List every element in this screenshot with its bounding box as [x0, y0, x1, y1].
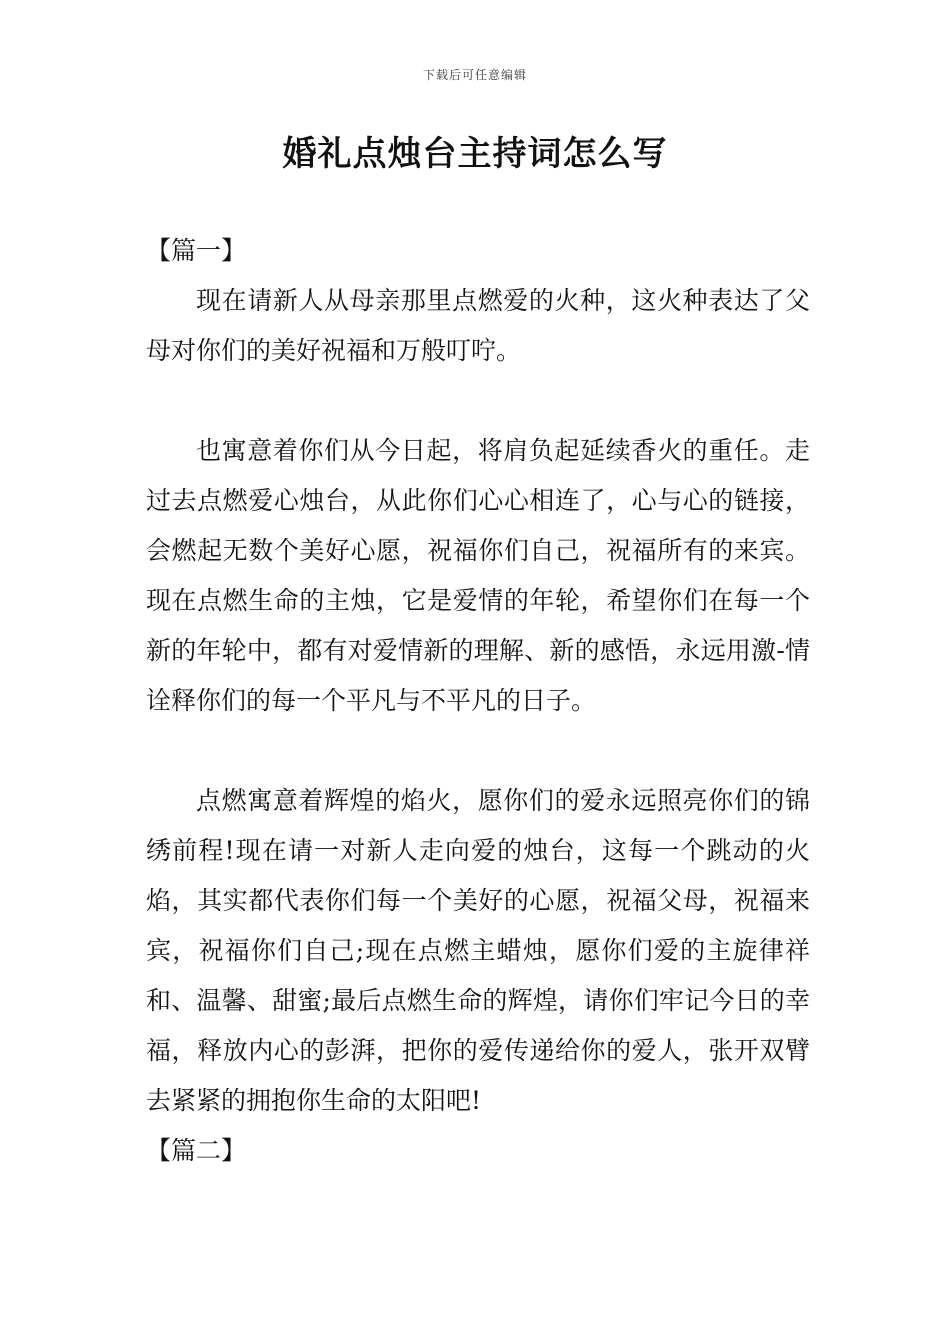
- paragraph-2: 也寓意着你们从今日起，将肩负起延续香火的重任。走过去点燃爱心烛台，从此你们心心相连了，心与心的链接，会燃起无数个美好心愿，祝福你们自己，祝福所有的来宾。现在点燃生命的主烛，它是爱情的年轮，希望你们在每一个新的年轮中，都有对爱情新的理解、新的感悟，永远用激-情诠释你们的每一个平凡与不平凡的日子。: [146, 436, 810, 715]
- section-label-1: 【篇一】: [146, 236, 247, 265]
- header-note: 下载后可任意编辑: [422, 68, 527, 82]
- document-body: [146, 226, 810, 1176]
- document-title: 婚礼点烛台主持词怎么写: [282, 134, 668, 174]
- section-label-2: 【篇二】: [146, 1136, 247, 1165]
- paragraph-3: 点燃寓意着辉煌的焰火，愿你们的爱永远照亮你们的锦绣前程!现在请一对新人走向爱的烛台，这每一个跳动的火焰，其实都代表你们每一个美好的心愿，祝福父母，祝福来宾，祝福你们自己;现在点燃主蜡烛，愿你们爱的主旋律祥和、温馨、甜蜜;最后点燃生命的辉煌，请你们牢记今日的幸福，释放内心的彭湃，把你的爱传递给你的爱人，张开双臂去紧紧的拥抱你生命的太阳吧!: [146, 786, 810, 1115]
- paragraph-1: 现在请新人从母亲那里点燃爱的火种，这火种表达了父母对你们的美好祝福和万般叮咛。: [146, 286, 810, 365]
- paragraph-spacer: [146, 376, 810, 426]
- paragraph-spacer: [146, 726, 810, 776]
